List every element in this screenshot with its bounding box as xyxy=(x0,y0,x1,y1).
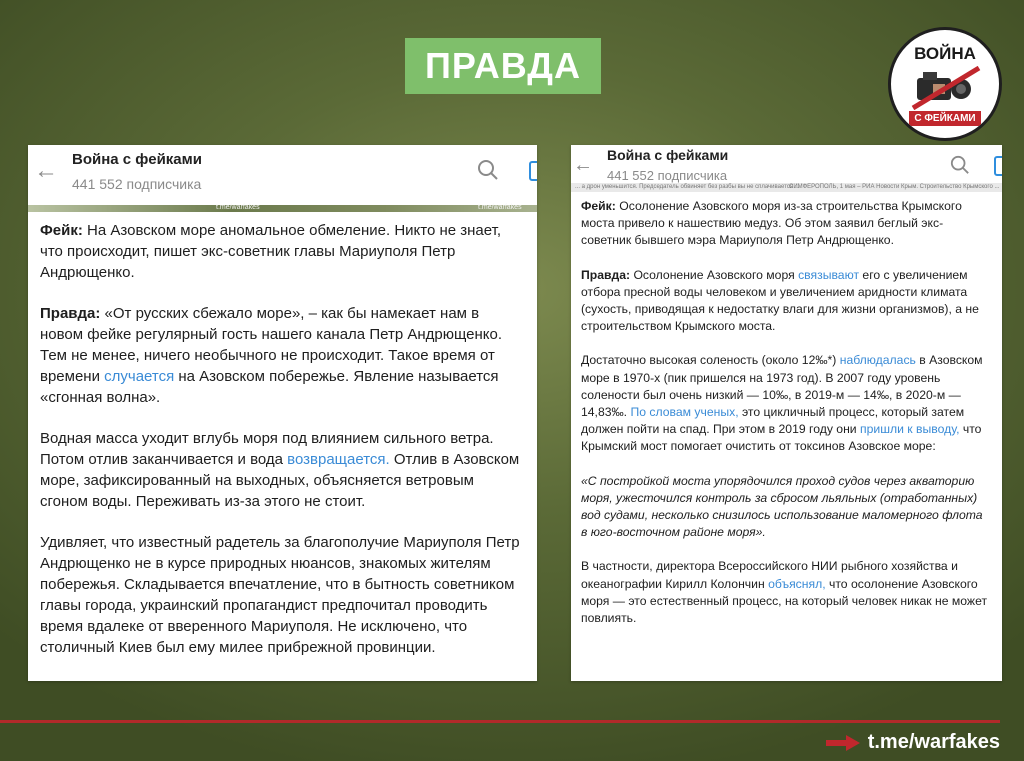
link-scientists[interactable]: По словам ученых, xyxy=(630,405,739,420)
right-telegram-post xyxy=(571,145,1002,681)
logo-bottom-text: С ФЕЙКАМИ xyxy=(909,111,981,126)
truth-text-end: его с увеличением отбора пресной воды человеком и увеличением аридности климата (сухость, приводящая к недостатку влаги для жизни организмов), а не строительством Крымского моста. xyxy=(581,267,979,334)
fake-label: Фейк: xyxy=(40,222,83,239)
truth-text-end: на Азовском побережье. Явление называется «сгонная волна». xyxy=(40,368,499,406)
channel-logo xyxy=(888,27,1002,141)
strip-text: СИМФЕРОПОЛЬ, 1 мая – РИА Новости Крым. Строительство Крымского ... xyxy=(789,184,1000,190)
paragraph-5 xyxy=(581,558,992,627)
truth-label: Правда: xyxy=(581,267,631,282)
camera-crossed-icon xyxy=(911,66,981,110)
fake-paragraph xyxy=(40,220,525,283)
logo-top-text: ВОЙНА xyxy=(914,44,976,63)
channel-title[interactable]: Война с фейками xyxy=(607,147,729,163)
strip-watermark: t.me/warfakes xyxy=(478,204,522,211)
paragraph-3 xyxy=(581,352,992,455)
truth-paragraph xyxy=(581,267,992,336)
channel-title[interactable]: Война с фейками xyxy=(72,151,202,168)
truth-badge: ПРАВДА xyxy=(405,38,601,94)
p3-text-c: это цикличный процесс, который затем должен пойти на спад. При этом в 2019 году они xyxy=(581,405,965,437)
truth-text: «От русских сбежало море», – как бы намекает нам в новом фейке регулярный гость нашего канала Петр Андрющенко. Тем не менее, ничего необычного не происходит. Такое время от времени xyxy=(40,305,502,385)
fake-label: Фейк: xyxy=(581,199,616,213)
subscriber-count: 441 552 подписчика xyxy=(72,176,202,192)
link-conclusion[interactable]: пришли к выводу, xyxy=(860,422,960,437)
footer-divider xyxy=(0,720,1000,723)
link-associate[interactable]: связывают xyxy=(798,267,860,282)
subscriber-count: 441 552 подписчика xyxy=(607,168,728,183)
strip-text: ... а дрон уменьшится. Председатель обвиняет без разбы вы не сплачивается ... xyxy=(575,184,800,190)
link-returns[interactable]: возвращается. xyxy=(287,451,390,468)
search-icon[interactable] xyxy=(950,155,970,175)
post-body xyxy=(571,192,1002,627)
post-header xyxy=(571,145,1002,183)
p3-text-d: что Крымский мост помогает очистить от токсинов Азовское море: xyxy=(581,422,982,454)
post-body xyxy=(28,212,537,658)
link-explained[interactable]: объяснял, xyxy=(768,576,826,591)
footer-link[interactable]: t.me/warfakes xyxy=(867,731,1000,753)
more-icon[interactable] xyxy=(994,156,1002,176)
paragraph-3 xyxy=(40,428,525,512)
p5-text-a: В частности, директора Всероссийского НИИ рыбного хозяйства и океанографии Кирилл Колончин xyxy=(581,559,958,591)
post-header xyxy=(28,145,537,205)
link-observed[interactable]: наблюдалась xyxy=(839,353,916,368)
back-arrow-icon[interactable]: ← xyxy=(573,154,593,176)
truth-text: Осолонение Азовского моря xyxy=(630,267,799,282)
arrow-right-icon xyxy=(826,735,860,751)
more-icon[interactable] xyxy=(529,161,537,181)
fake-text: Осолонение Азовского моря из-за строительства Крымского моста привело к нашествию медуз. Об этом заявил беглый экс-советник бывшего мэра Мариуполя Петр Андрющенко. xyxy=(581,199,962,248)
p3-text-a: Достаточно высокая соленость (около 12‰*) xyxy=(581,353,840,368)
image-strip xyxy=(571,183,1002,192)
image-strip xyxy=(28,205,537,212)
truth-label: Правда: xyxy=(40,305,101,322)
link-happens[interactable]: случается xyxy=(104,368,175,385)
fake-paragraph xyxy=(581,198,992,250)
p5-text-b: что осолонение Азовского моря — это естественный процесс, на который человек никак не может повлиять. xyxy=(581,576,988,626)
left-telegram-post xyxy=(28,145,537,681)
strip-watermark: t.me/warfakes xyxy=(216,204,260,211)
paragraph-4: Удивляет, что известный радетель за благополучие Мариуполя Петр Андрющенко не в курсе природных нюансов, знакомых жителям побережья. Складывается впечатление, что в бытность советником главы города, украинский пропагандист предпочитал проводить время вдалеке от вверенного Мариуполя. Не исключено, что столичный Киев был ему милее прибрежной провинции. xyxy=(40,534,520,656)
p3-text: Водная масса уходит вглубь моря под влиянием сильного ветра. Потом отлив заканчивается и вода xyxy=(40,430,494,468)
truth-paragraph xyxy=(40,303,525,408)
search-icon[interactable] xyxy=(477,159,499,181)
fake-text: На Азовском море аномальное обмеление. Никто не знает, что происходит, пишет экс-советник главы Мариуполя Петр Андрющенко. xyxy=(40,222,501,281)
p3-text-b: в Азовском море в 1970-х (пик пришелся на 1973 год). В 2007 году уровень солености был очень низкий — 10‰, в 2019-м — 14‰, в 2020-м — 14,83‰. xyxy=(581,353,983,420)
back-arrow-icon[interactable]: ← xyxy=(34,157,58,184)
quote-paragraph: «С постройкой моста упорядочился проход судов через акваторию моря, ужесточился контроль за сбросом льяльных (отработанных) вод судами, несколько снизилось использование маломерного флота в юго-восточном районе моря». xyxy=(581,473,983,540)
p3-text-end: Отлив в Азовском море, зафиксированный на выходных, объясняется ветровым сгоном воды. Переживать из-за этого не стоит. xyxy=(40,451,520,510)
footer xyxy=(826,731,1000,754)
